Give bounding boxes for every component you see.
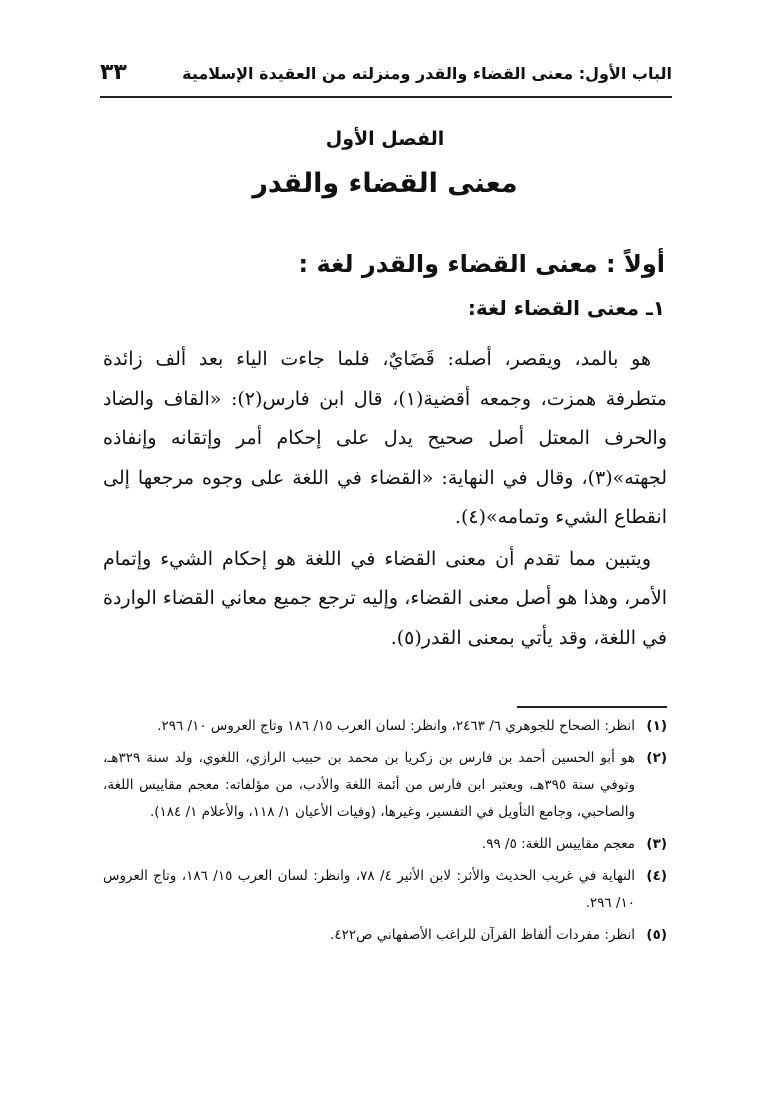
footnotes bbox=[103, 713, 667, 954]
running-header bbox=[100, 56, 672, 98]
footnote bbox=[103, 831, 667, 858]
paragraph: هو بالمد، ويقصر، أصله: قَضَايٌ، فلما جاءت الياء بعد ألف زائدة متطرفة همزت، وجمعه أقضية(١)، قال ابن فارس(٢): «القاف والضاد والحرف المعتل أصل صحيح يدل على إحكام أمر وإتقانه وإنفاذه لجهته»(٣)، وقال في النهاية: «القضاء في اللغة على وجوه مرجعها إلى انقطاع الشيء وتمامه»(٤). bbox=[103, 348, 667, 528]
chapter-title: معنى القضاء والقدر bbox=[252, 168, 518, 199]
sub-heading: ١ـ معنى القضاء لغة: bbox=[467, 296, 665, 320]
footnote-number: (١) bbox=[646, 718, 667, 734]
chapter-label: الفصل الأول bbox=[325, 128, 445, 150]
footnote-text: معجم مقاييس اللغة: ٥/ ٩٩. bbox=[481, 836, 635, 852]
footnote bbox=[103, 922, 667, 949]
footnote-text: هو أبو الحسين أحمد بن فارس بن زكريا بن محمد بن حبيب الرازي، اللغوي، ولد سنة ٣٢٩هـ، وتوفي سنة ٣٩٥هـ، ويعتبر ابن فارس من أئمة اللغة والأدب، من مؤلفاته: معجم مقاييس اللغة، والصاحبي، وجامع التأويل في التفسير، وغيرها، (وفيات الأعيان ١/ ١١٨، والأعلام ١/ ١٨٤). bbox=[103, 750, 635, 820]
section-heading: أولاً : معنى القضاء والقدر لغة : bbox=[298, 250, 665, 278]
footnote-number: (٢) bbox=[646, 750, 667, 766]
footnote-separator bbox=[517, 706, 667, 708]
footnote-text: انظر: الصحاح للجوهري ٦/ ٢٤٦٣، وانظر: لسان العرب ١٥/ ١٨٦ وتاج العروس ١٠/ ٢٩٦. bbox=[157, 718, 635, 734]
footnote-number: (٤) bbox=[646, 868, 667, 884]
footnote-text: انظر: مفردات ألفاظ القرآن للراغب الأصفهاني ص٤٢٢. bbox=[330, 927, 635, 943]
footnote-text: النهاية في غريب الحديث والأثر: لابن الأثير ٤/ ٧٨، وانظر: لسان العرب ١٥/ ١٨٦، وتاج العروس ١٠/ ٢٩٦. bbox=[103, 868, 636, 911]
paragraph: ويتبين مما تقدم أن معنى القضاء في اللغة هو إحكام الشيء وإتمام الأمر، وهذا هو أصل معنى القضاء، وإليه ترجع جميع معاني القضاء الواردة في اللغة، وقد يأتي بمعنى القدر(٥). bbox=[103, 547, 667, 649]
running-title: الباب الأول: معنى القضاء والقدر ومنزلته من العقيدة الإسلامية bbox=[182, 64, 672, 83]
page-number: ٣٣ bbox=[100, 60, 127, 85]
footnote-number: (٥) bbox=[646, 927, 667, 943]
footnote-number: (٣) bbox=[646, 836, 667, 852]
footnote bbox=[103, 713, 667, 740]
footnote bbox=[103, 745, 667, 826]
body-text bbox=[103, 340, 667, 658]
footnote bbox=[103, 863, 667, 917]
